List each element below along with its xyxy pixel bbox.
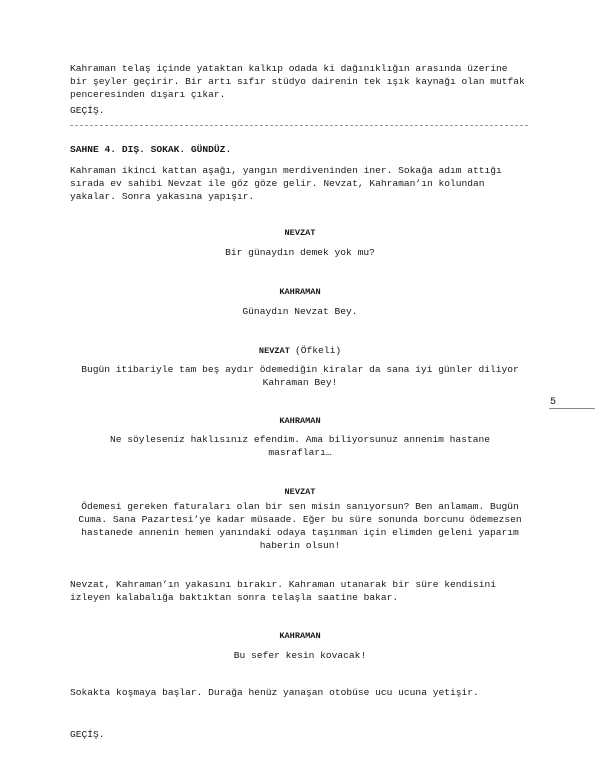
dialog-1: [70, 246, 530, 259]
scene-separator: [70, 125, 528, 126]
page-number-rule: [549, 408, 595, 409]
action-line: yakalar. Sonra yakasına yapışır.: [70, 191, 255, 202]
action-paragraph-4: [70, 686, 530, 699]
action-paragraph-3: [70, 578, 530, 604]
speaker-name: KAHRAMAN: [279, 287, 321, 297]
scene-heading: SAHNE 4. DIŞ. SOKAK. GÜNDÜZ.: [70, 144, 232, 155]
dialog-line: Ödemesi gereken faturaları olan bir sen misin sanıyorsun? Ben anlamam. Bugün: [81, 501, 519, 512]
action-line: Sokakta koşmaya başlar. Durağa henüz yanaşan otobüse ucu ucuna yetişir.: [70, 687, 479, 698]
dialog-line: Bir günaydın demek yok mu?: [225, 247, 375, 258]
dialog-line: Bugün itibariyle tam beş aydır ödemediğin kiralar da sana iyi günler diliyor: [81, 364, 519, 375]
speaker-name: NEVZAT: [258, 346, 290, 356]
action-line: sırada ev sahibi Nevzat ile göz göze gelir. Nevzat, Kahraman’ın kolundan: [70, 178, 485, 189]
dialog-line: masrafları…: [268, 447, 332, 458]
speaker-with-parenthetical: [70, 344, 530, 358]
speaker-name: NEVZAT: [284, 487, 316, 497]
action-line: Nevzat, Kahraman’ın yakasını bırakır. Kahraman utanarak bir süre kendisini: [70, 579, 497, 590]
action-line: bir şeyler geçirir. Bir artı sıfır stüdyo dairenin tek ışık kaynağı olan mutfak: [70, 76, 525, 87]
dialog-line: Bu sefer kesin kovacak!: [233, 650, 367, 661]
dialog-line: Cuma. Sana Pazartesi’ye kadar müsaade. Eğer bu süre sonunda borcunu ödemezsen: [78, 514, 522, 525]
dialog-3: [70, 363, 530, 389]
page-number: 5: [550, 397, 557, 408]
dialog-line: haberin olsun!: [259, 540, 341, 551]
action-line: Kahraman ikinci kattan aşağı, yangın merdiveninden iner. Sokağa adım attığı: [70, 165, 502, 176]
action-line: Kahraman telaş içinde yataktan kalkıp odada ki dağınıklığın arasında üzerine: [70, 63, 508, 74]
dialog-5: [70, 500, 530, 552]
dialog-line: hastanede annenin hemen yanındaki odaya taşınman için elimden geleni yaparım: [81, 527, 519, 538]
action-paragraph-1: [70, 62, 530, 101]
speaker-name: KAHRAMAN: [279, 631, 321, 641]
dialog-4: [70, 433, 530, 459]
dialog-line: Kahraman Bey!: [262, 377, 338, 388]
dialog-6: [70, 649, 530, 662]
action-line: izleyen kalabalığa baktıktan sonra telaşla saatine bakar.: [70, 592, 399, 603]
action-line: penceresinden dışarı çıkar.: [70, 89, 226, 100]
action-paragraph-2: [70, 164, 530, 203]
transition-2: GEÇİŞ.: [70, 729, 105, 740]
speaker-name: KAHRAMAN: [279, 416, 321, 426]
transition-1: GEÇİŞ.: [70, 105, 105, 116]
dialog-2: [70, 305, 530, 318]
dialog-line: Günaydın Nevzat Bey.: [242, 306, 358, 317]
speaker-name: NEVZAT: [284, 228, 316, 238]
parenthetical: (Öfkeli): [295, 345, 342, 356]
dialog-line: Ne söyleseniz haklısınız efendim. Ama biliyorsunuz annenim hastane: [110, 434, 490, 445]
